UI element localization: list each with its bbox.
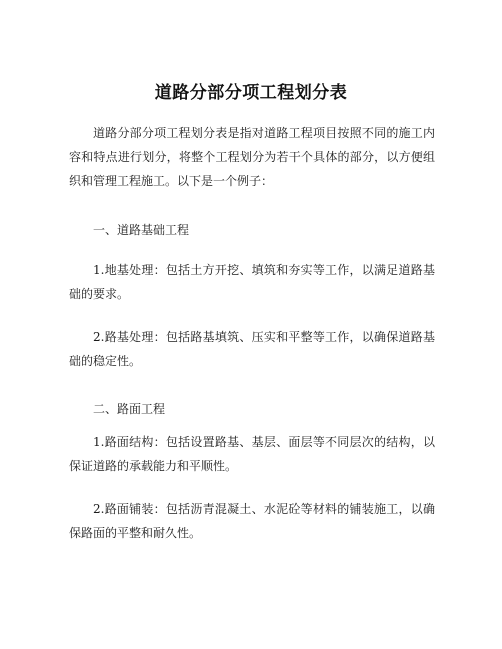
foundation-item-2: 2.路基处理：包括路基填筑、压实和平整等工作，以确保道路基础的稳定性。 bbox=[69, 330, 435, 368]
section-heading-foundation: 一、道路基础工程 bbox=[93, 223, 190, 237]
pavement-item-1: 1.路面结构：包括设置路基、基层、面层等不同层次的结构，以保证道路的承载能力和平顺性。 bbox=[69, 435, 435, 473]
foundation-item-1: 1.地基处理：包括土方开挖、填筑和夯实等工作，以满足道路基础的要求。 bbox=[69, 263, 435, 301]
section-heading-pavement: 二、路面工程 bbox=[93, 402, 166, 416]
intro-paragraph: 道路分部分项工程划分表是指对道路工程项目按照不同的施工内容和特点进行划分，将整个工程划分为若干个具体的部分，以方便组织和管理工程施工。以下是一个例子： bbox=[69, 126, 435, 188]
document-title: 道路分部分项工程划分表 bbox=[154, 83, 348, 103]
pavement-item-2: 2.路面铺装：包括沥青混凝土、水泥砼等材料的铺装施工，以确保路面的平整和耐久性。 bbox=[69, 502, 435, 540]
